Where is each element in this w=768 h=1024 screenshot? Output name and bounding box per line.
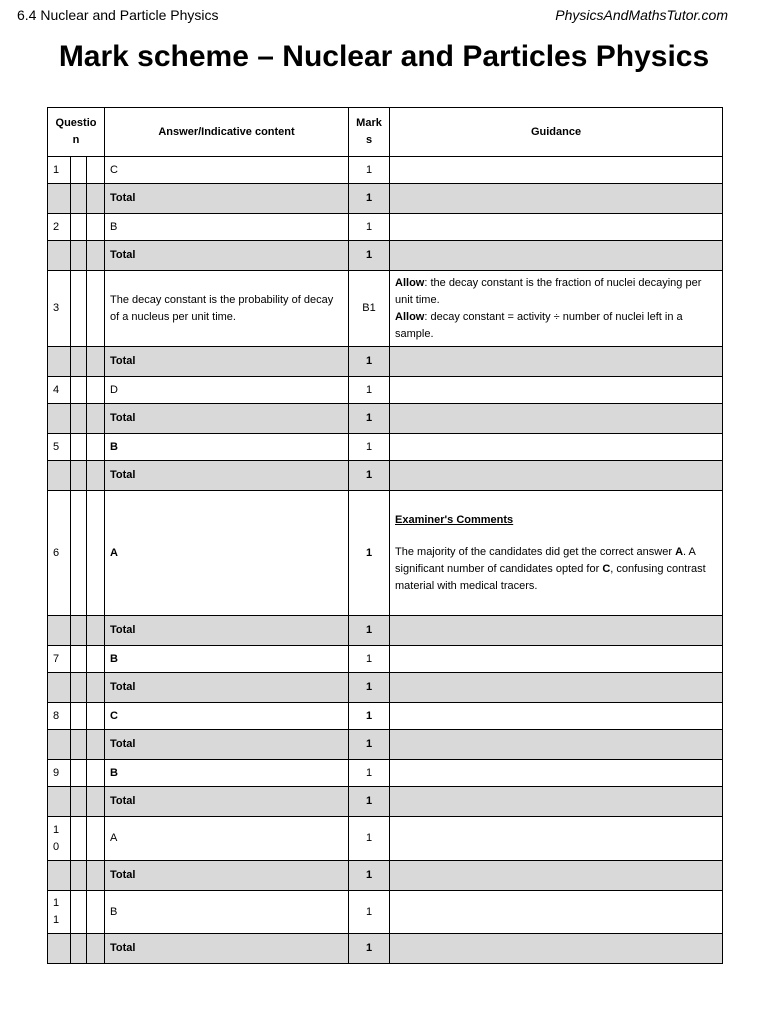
question-number: 5 — [48, 434, 71, 461]
table-row — [48, 491, 723, 616]
total-mark: 1 — [349, 616, 390, 646]
answer-cell: A — [105, 817, 349, 861]
total-label: Total — [105, 404, 349, 434]
answer-cell: B — [105, 434, 349, 461]
total-label: Total — [105, 673, 349, 703]
total-label: Total — [105, 184, 349, 214]
question-number: 7 — [48, 646, 71, 673]
table-header-row — [48, 108, 723, 157]
total-label: Total — [105, 861, 349, 891]
mark-cell: 1 — [349, 377, 390, 404]
mark-cell: 1 — [349, 491, 390, 616]
mark-cell: 1 — [349, 703, 390, 730]
question-number: 1 1 — [48, 891, 71, 934]
page-title: Mark scheme – Nuclear and Particles Physics — [58, 40, 710, 73]
guidance-cell: Examiner's Comments The majority of the candidates did get the correct answer A. A significant number of candidates opted for C, confusing contrast material with medical tracers. — [390, 491, 723, 616]
mark-cell: 1 — [349, 214, 390, 241]
total-mark: 1 — [349, 184, 390, 214]
total-row — [48, 241, 723, 271]
table-row — [48, 760, 723, 787]
answer-cell: A — [105, 491, 349, 616]
total-mark: 1 — [349, 404, 390, 434]
table-row — [48, 646, 723, 673]
mark-cell: 1 — [349, 891, 390, 934]
answer-cell: B — [105, 760, 349, 787]
question-number: 8 — [48, 703, 71, 730]
table-row — [48, 817, 723, 861]
answer-cell: C — [105, 703, 349, 730]
header-site: PhysicsAndMathsTutor.com — [555, 7, 728, 23]
mark-cell: 1 — [349, 760, 390, 787]
total-mark: 1 — [349, 347, 390, 377]
total-label: Total — [105, 461, 349, 491]
table-row — [48, 891, 723, 934]
mark-cell: 1 — [349, 157, 390, 184]
table-row — [48, 703, 723, 730]
total-row — [48, 347, 723, 377]
total-row — [48, 787, 723, 817]
mark-scheme-table — [47, 107, 723, 964]
table-row — [48, 377, 723, 404]
total-mark: 1 — [349, 861, 390, 891]
total-mark: 1 — [349, 241, 390, 271]
answer-cell: B — [105, 646, 349, 673]
question-number: 4 — [48, 377, 71, 404]
table-row — [48, 157, 723, 184]
header-topic: 6.4 Nuclear and Particle Physics — [17, 7, 219, 23]
mark-cell: 1 — [349, 434, 390, 461]
total-row — [48, 730, 723, 760]
total-row — [48, 404, 723, 434]
total-label: Total — [105, 934, 349, 964]
examiners-comments-heading: Examiner's Comments — [395, 513, 514, 526]
total-label: Total — [105, 241, 349, 271]
total-mark: 1 — [349, 787, 390, 817]
total-row — [48, 673, 723, 703]
total-row — [48, 184, 723, 214]
total-row — [48, 461, 723, 491]
answer-cell: B — [105, 214, 349, 241]
mark-cell: 1 — [349, 817, 390, 861]
total-row — [48, 616, 723, 646]
table-row — [48, 434, 723, 461]
table-row — [48, 214, 723, 241]
total-mark: 1 — [349, 673, 390, 703]
total-label: Total — [105, 347, 349, 377]
total-mark: 1 — [349, 730, 390, 760]
mark-cell: 1 — [349, 646, 390, 673]
total-mark: 1 — [349, 461, 390, 491]
question-number: 2 — [48, 214, 71, 241]
question-header: Questio n — [48, 108, 105, 157]
question-number: 6 — [48, 491, 71, 616]
answer-cell: C — [105, 157, 349, 184]
answer-cell: B — [105, 891, 349, 934]
question-number: 1 0 — [48, 817, 71, 861]
total-label: Total — [105, 616, 349, 646]
total-row — [48, 861, 723, 891]
total-label: Total — [105, 730, 349, 760]
question-number: 1 — [48, 157, 71, 184]
total-mark: 1 — [349, 934, 390, 964]
table-row — [48, 271, 723, 347]
answer-cell: D — [105, 377, 349, 404]
answer-header: Answer/Indicative content — [105, 108, 349, 157]
marks-header: Mark s — [349, 108, 390, 157]
guidance-cell: Allow: the decay constant is the fraction of nuclei decaying per unit time. Allow: decay constant = activity ÷ number of nuclei left in a sample. — [390, 271, 723, 347]
mark-cell: B1 — [349, 271, 390, 347]
question-number: 3 — [48, 271, 71, 347]
total-row — [48, 934, 723, 964]
guidance-header: Guidance — [390, 108, 723, 157]
question-number: 9 — [48, 760, 71, 787]
total-label: Total — [105, 787, 349, 817]
answer-cell: The decay constant is the probability of decay of a nucleus per unit time. — [105, 271, 349, 347]
